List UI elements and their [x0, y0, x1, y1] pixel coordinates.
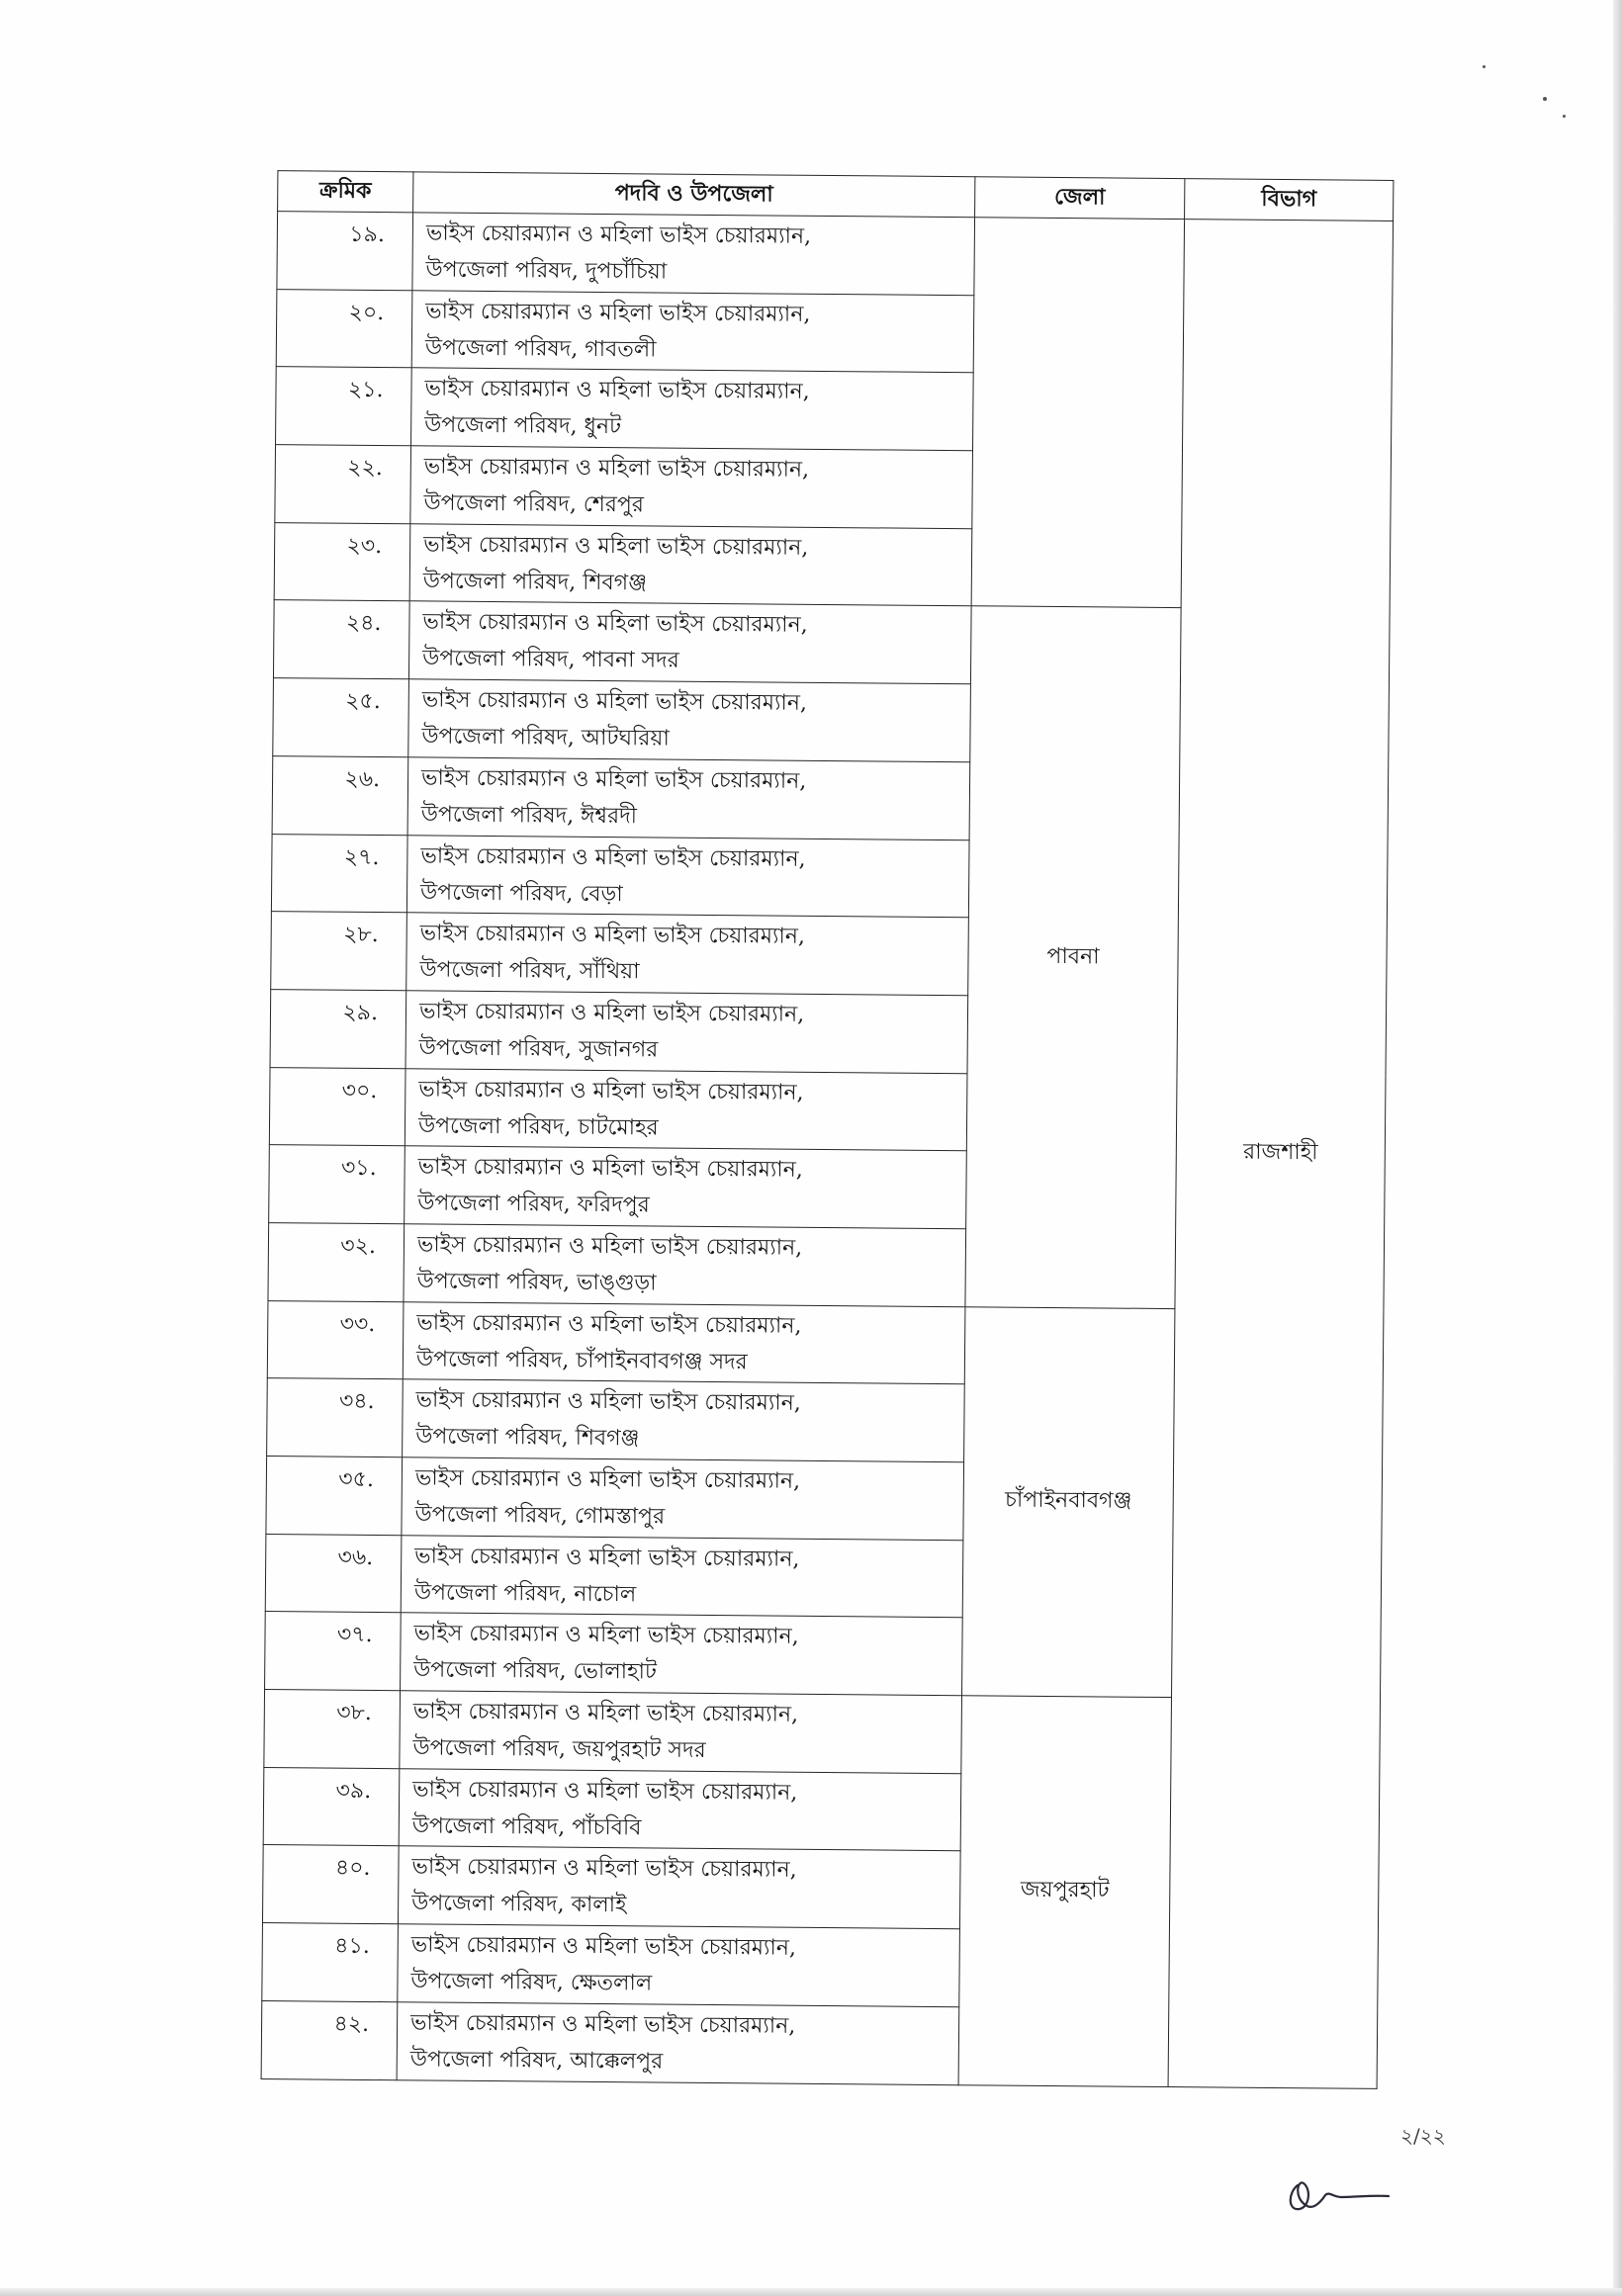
post-title: ভাইস চেয়ারম্যান ও মহিলা ভাইস চেয়ারম্যান, — [409, 2010, 796, 2039]
serial-cell: ৩৯. — [263, 1767, 400, 1846]
post-cell — [405, 1146, 967, 1229]
post-title: ভাইস চেয়ারম্যান ও মহিলা ভাইস চেয়ারম্যান, — [413, 1621, 799, 1650]
serial-cell: ৩২. — [268, 1223, 405, 1302]
post-cell — [407, 757, 970, 840]
upazila-name: উপজেলা পরিষদ, নাচোল — [413, 1580, 637, 1608]
serial-cell: ২৫. — [273, 678, 409, 757]
post-title: ভাইস চেয়ারম্যান ও মহিলা ভাইস চেয়ারম্যান, — [416, 1232, 803, 1261]
district-cell: পাবনা — [965, 606, 1181, 1308]
upazila-name: উপজেলা পরিষদ, ভোলাহাট — [413, 1657, 658, 1685]
upazila-name: উপজেলা পরিষদ, আটঘরিয়া — [421, 724, 670, 751]
page-number: ২/২২ — [1400, 2124, 1446, 2148]
post-cell — [411, 368, 974, 451]
post-cell — [399, 1768, 961, 1851]
post-title: ভাইস চেয়ারম্যান ও মহিলা ভাইস চেয়ারম্যান, — [420, 765, 807, 794]
scan-speck — [1563, 115, 1566, 118]
header-district: জেলা — [975, 177, 1185, 220]
post-cell — [411, 290, 974, 373]
upazila-name: উপজেলা পরিষদ, ঈশ্বরদী — [420, 802, 638, 830]
signature-mark — [1282, 2167, 1393, 2223]
post-cell — [409, 524, 972, 607]
serial-cell: ২০. — [276, 289, 412, 368]
post-cell — [401, 1613, 963, 1696]
post-title: ভাইস চেয়ারম্যান ও মহিলা ভাইস চেয়ারম্যান, — [421, 687, 808, 716]
serial-cell: ৩৭. — [265, 1612, 402, 1691]
serial-cell: ২৯. — [270, 989, 406, 1068]
post-cell — [402, 1457, 964, 1541]
upazila-name: উপজেলা পরিষদ, কালাই — [411, 1891, 627, 1918]
post-cell — [404, 1224, 966, 1307]
post-title: ভাইস চেয়ারম্যান ও মহিলা ভাইস চেয়ারম্যান, — [422, 609, 808, 639]
post-cell — [403, 1301, 965, 1384]
serial-cell: ২৩. — [274, 522, 410, 601]
header-division: বিভাগ — [1185, 179, 1394, 221]
post-title: ভাইস চেয়ারম্যান ও মহিলা ভাইস চেয়ারম্যান, — [411, 1854, 797, 1884]
post-title: ভাইস চেয়ারম্যান ও মহিলা ভাইস চেয়ারম্যান, — [417, 1154, 803, 1184]
serial-cell: ২৭. — [271, 834, 407, 913]
post-cell — [405, 1068, 967, 1151]
upazila-name: উপজেলা পরিষদ, ভাঙ্গুড়া — [416, 1269, 657, 1296]
post-cell — [398, 1846, 960, 1929]
post-cell — [406, 835, 969, 918]
upazila-name: উপজেলা পরিষদ, পাঁচবিবি — [411, 1813, 642, 1841]
upazila-name: উপজেলা পরিষদ, দুপচাঁচিয়া — [425, 257, 668, 285]
post-cell — [410, 446, 973, 529]
post-title: ভাইস চেয়ারম্যান ও মহিলা ভাইস চেয়ারম্যান, — [420, 842, 806, 872]
upazila-name: উপজেলা পরিষদ, শিবগঞ্জ — [422, 569, 648, 596]
upazila-name: উপজেলা পরিষদ, বেড়া — [419, 879, 623, 907]
post-cell — [408, 601, 971, 684]
header-serial: ক্রমিক — [278, 171, 413, 213]
upazila-name: উপজেলা পরিষদ, ক্ষেতলাল — [410, 1969, 653, 1996]
serial-cell: ৩৮. — [264, 1690, 401, 1769]
upazila-name: উপজেলা পরিষদ, সাঁথিয়া — [419, 957, 640, 985]
post-title: ভাইস চেয়ারম্যান ও মহিলা ভাইস চেয়ারম্যান, — [412, 1699, 799, 1727]
post-title: ভাইস চেয়ারম্যান ও মহিলা ভাইস চেয়ারম্যান, — [419, 921, 805, 949]
post-cell — [397, 2002, 959, 2085]
serial-cell: ৩১. — [269, 1145, 406, 1224]
district-cell — [971, 218, 1184, 608]
post-title: ভাইস চেয়ারম্যান ও মহিলা ভাইস চেয়ারম্যান, — [425, 221, 812, 249]
serial-cell: ৩০. — [269, 1067, 406, 1146]
serial-cell: ২৪. — [273, 600, 409, 679]
table-body — [261, 212, 1393, 2088]
header-post-and-upazila: পদবি ও উপজেলা — [413, 172, 975, 218]
district-cell: জয়পুরহাট — [958, 1696, 1171, 2086]
post-title: ভাইস চেয়ারম্যান ও মহিলা ভাইস চেয়ারম্যান, — [424, 376, 810, 405]
upazila-table — [261, 170, 1395, 2088]
serial-cell: ৪১. — [262, 1923, 399, 2002]
serial-cell: ২৮. — [271, 912, 407, 991]
post-title: ভাইস চেয়ারম্যান ও মহিলা ভাইস চেয়ারম্যান, — [423, 454, 810, 483]
upazila-name: উপজেলা পরিষদ, সুজানগর — [418, 1035, 659, 1063]
serial-cell: ২২. — [275, 445, 411, 524]
upazila-name: উপজেলা পরিষদ, চাঁপাইনবাবগঞ্জ সদর — [415, 1347, 748, 1374]
post-title: ভাইস চেয়ারম্যান ও মহিলা ভাইস চেয়ারম্যান, — [418, 1076, 804, 1105]
post-cell — [406, 991, 968, 1074]
district-cell: চাঁপাইনবাবগঞ্জ — [962, 1306, 1175, 1697]
upazila-name: উপজেলা পরিষদ, গাবতলী — [424, 335, 657, 363]
upazila-name: উপজেলা পরিষদ, ফরিদপুর — [417, 1191, 650, 1218]
serial-cell: ৩৬. — [265, 1534, 402, 1613]
post-cell — [400, 1691, 962, 1774]
post-title: ভাইস চেয়ারম্যান ও মহিলা ভাইস চেয়ারম্যান, — [414, 1544, 800, 1572]
post-cell — [408, 679, 971, 762]
scan-speck — [1543, 97, 1547, 101]
post-cell — [401, 1535, 963, 1618]
post-title: ভাইস চেয়ারম্যান ও মহিলা ভাইস চেয়ারম্যান, — [412, 1777, 798, 1806]
serial-cell: ৩৪. — [267, 1378, 404, 1457]
table-row — [277, 212, 1394, 300]
post-title: ভাইস চেয়ারম্যান ও মহিলা ভাইস চেয়ারম্যান, — [416, 1310, 802, 1339]
upazila-name: উপজেলা পরিষদ, পাবনা সদর — [422, 646, 679, 674]
post-title: ভাইস চেয়ারম্যান ও মহিলা ভাইস চেয়ারম্যান, — [410, 1932, 797, 1961]
post-cell — [412, 213, 975, 296]
upazila-name: উপজেলা পরিষদ, গোমস্তাপুর — [414, 1502, 666, 1530]
upazila-name: উপজেলা পরিষদ, শিবগঞ্জ — [415, 1424, 640, 1452]
serial-cell: ২৬. — [272, 755, 408, 835]
upazila-name: উপজেলা পরিষদ, জয়পুরহাট সদর — [412, 1735, 706, 1764]
post-title: ভাইস চেয়ারম্যান ও মহিলা ভাইস চেয়ারম্যান, — [414, 1465, 801, 1494]
scan-edge-bottom — [0, 2288, 1622, 2296]
serial-cell: ১৯. — [277, 212, 413, 291]
post-title: ভাইস চেয়ারম্যান ও মহিলা ভাইস চেয়ারম্যান, — [415, 1387, 801, 1417]
post-title: ভাইস চেয়ারম্যান ও মহিলা ভাইস চেয়ারম্যান, — [423, 532, 809, 561]
post-cell — [398, 1924, 960, 2007]
post-title: ভাইস চেয়ারম্যান ও মহিলা ভাইস চেয়ারম্যান, — [425, 299, 811, 327]
post-cell — [406, 913, 969, 996]
serial-cell: ৪২. — [261, 2000, 398, 2079]
scan-speck — [1483, 65, 1486, 68]
serial-cell: ৩৩. — [267, 1300, 404, 1379]
upazila-name: উপজেলা পরিষদ, আক্কেলপুর — [409, 2047, 664, 2075]
upazila-name: উপজেলা পরিষদ, শেরপুর — [423, 490, 645, 518]
serial-cell: ৪০. — [262, 1845, 399, 1924]
upazila-name: উপজেলা পরিষদ, চাটমোহর — [417, 1112, 659, 1141]
upazila-name: উপজেলা পরিষদ, ধুনট — [424, 412, 622, 440]
serial-cell: ৩৫. — [266, 1457, 403, 1536]
post-title: ভাইস চেয়ারম্যান ও মহিলা ভাইস চেয়ারম্যান, — [418, 999, 805, 1027]
post-cell — [403, 1379, 965, 1462]
scan-edge-right — [1613, 0, 1622, 2296]
division-cell: রাজশাহী — [1168, 220, 1393, 2088]
serial-cell: ২১. — [276, 367, 412, 446]
